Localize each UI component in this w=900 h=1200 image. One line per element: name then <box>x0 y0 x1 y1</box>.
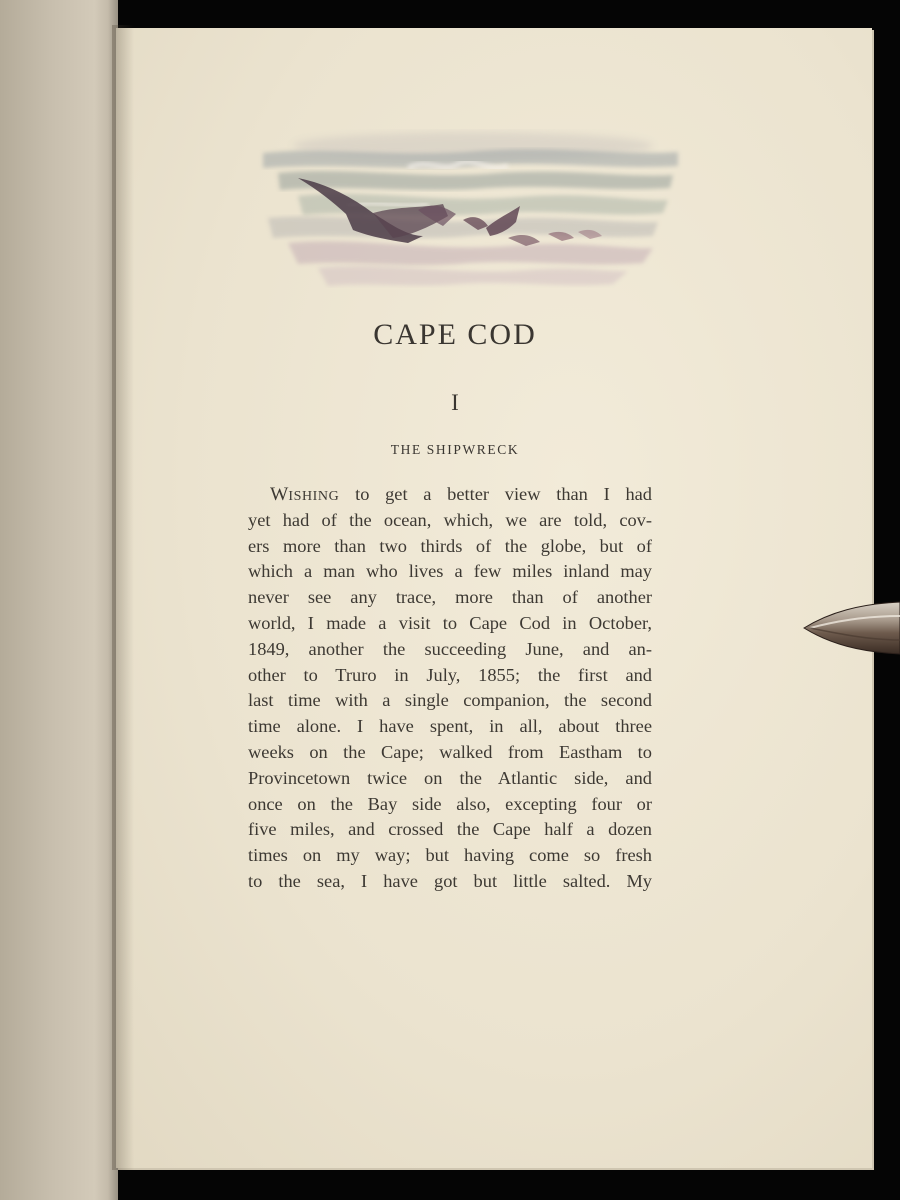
watercolor-shipwreck-waves-icon <box>258 118 683 303</box>
text-line: weeks on the Cape; walked from Eastham to <box>248 741 652 762</box>
book-title: CAPE COD <box>373 318 537 351</box>
chapter-body-text <box>248 482 652 895</box>
text-line: ers more than two thirds of the globe, but of <box>248 535 652 556</box>
first-line-rest: to get a better view than I had <box>339 484 652 504</box>
text-line: yet had of the ocean, which, we are told, cov- <box>248 509 652 530</box>
text-line: world, I made a visit to Cape Cod in October, <box>248 612 652 633</box>
gutter-shadow <box>112 25 134 1170</box>
opening-initial: W <box>270 484 289 505</box>
chapter-number: I <box>451 390 459 415</box>
text-line: last time with a single companion, the second <box>248 690 652 711</box>
chapter-title: THE SHIPWRECK <box>390 442 520 457</box>
text-line: time alone. I have spent, in all, about three <box>248 716 652 737</box>
text-line: once on the Bay side also, excepting four or <box>248 793 652 814</box>
text-line: Provincetown twice on the Atlantic side, and <box>248 767 652 788</box>
opening-word-rest: ISHING <box>288 489 340 504</box>
text-line <box>248 482 652 508</box>
text-line: which a man who lives a few miles inland may <box>248 561 652 582</box>
text-line: other to Truro in July, 1855; the first and <box>248 664 652 685</box>
text-line: times on my way; but having come so fresh <box>248 845 652 866</box>
metal-bookmark-tip-icon <box>800 600 900 656</box>
text-line: never see any trace, more than of another <box>248 587 652 608</box>
text-line: to the sea, I have got but little salted. My <box>248 870 652 891</box>
facing-page-edge <box>0 0 118 1200</box>
text-line: five miles, and crossed the Cape half a dozen <box>248 819 652 840</box>
text-line: 1849, another the succeeding June, and an- <box>248 638 652 659</box>
